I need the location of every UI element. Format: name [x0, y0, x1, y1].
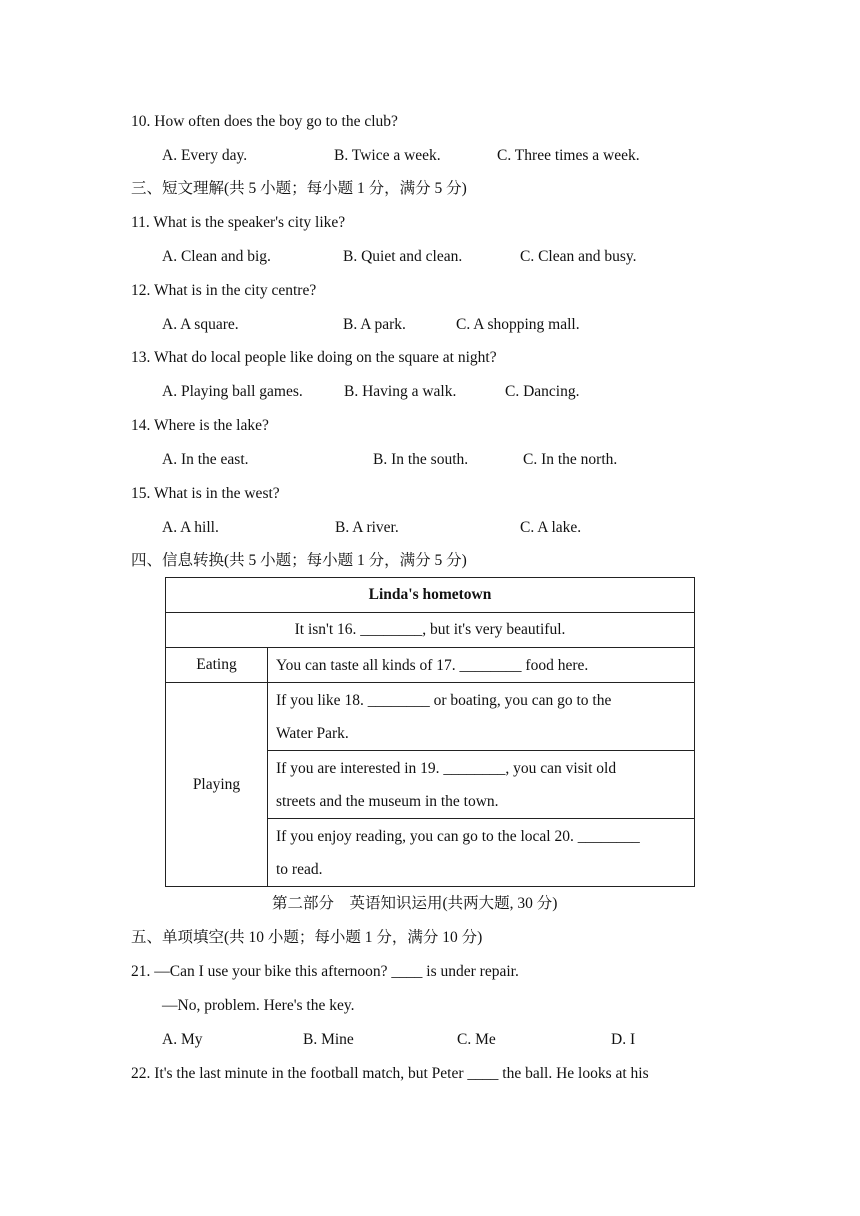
playing-row-20-line2: to read. — [276, 860, 323, 878]
eating-text: You can taste all kinds of 17. ________ food here. — [268, 648, 695, 683]
playing-row-20 — [268, 819, 695, 887]
q12-option-a: A. A square. — [162, 316, 239, 333]
part-2-heading: 第二部分 英语知识运用(共两大题, 30 分) — [272, 895, 558, 912]
q13-option-b: B. Having a walk. — [344, 383, 457, 400]
playing-label: Playing — [166, 683, 268, 887]
playing-row-19 — [268, 751, 695, 819]
playing-row-20-line1: If you enjoy reading, you can go to the local 20. ________ — [276, 827, 640, 845]
question-22: 22. It's the last minute in the football match, but Peter ____ the ball. He looks at his — [131, 1065, 649, 1082]
question-14: 14. Where is the lake? — [131, 417, 269, 434]
q21-answer-line: —No, problem. Here's the key. — [162, 997, 355, 1014]
q10-option-a: A. Every day. — [162, 147, 248, 164]
section-3-heading: 三、短文理解(共 5 小题；每小题 1 分，满分 5 分) — [131, 180, 467, 197]
table-title: Linda's hometown — [166, 578, 695, 613]
question-10: 10. How often does the boy go to the club? — [131, 113, 398, 130]
q21-option-a: A. My — [162, 1031, 203, 1048]
q10-option-b: B. Twice a week. — [334, 147, 441, 164]
playing-row-18-line2: Water Park. — [276, 724, 349, 742]
q11-option-a: A. Clean and big. — [162, 248, 271, 265]
q11-option-b: B. Quiet and clean. — [343, 248, 463, 265]
section-5-heading: 五、单项填空(共 10 小题；每小题 1 分，满分 10 分) — [131, 929, 483, 946]
playing-row-18 — [268, 683, 695, 751]
q13-option-c: C. Dancing. — [505, 383, 580, 400]
question-11: 11. What is the speaker's city like? — [131, 214, 346, 231]
eating-label: Eating — [166, 648, 268, 683]
q14-option-a: A. In the east. — [162, 451, 249, 468]
question-12: 12. What is in the city centre? — [131, 282, 317, 299]
info-table — [165, 577, 695, 887]
question-21: 21. —Can I use your bike this afternoon? ____ is under repair. — [131, 963, 519, 980]
q21-option-c: C. Me — [457, 1031, 496, 1048]
q11-option-c: C. Clean and busy. — [520, 248, 637, 265]
q15-option-a: A. A hill. — [162, 519, 219, 536]
question-15: 15. What is in the west? — [131, 485, 280, 502]
q12-option-b: B. A park. — [343, 316, 406, 333]
q15-option-c: C. A lake. — [520, 519, 582, 536]
q13-option-a: A. Playing ball games. — [162, 383, 303, 400]
playing-row-19-line2: streets and the museum in the town. — [276, 792, 499, 810]
q21-option-b: B. Mine — [303, 1031, 354, 1048]
q15-option-b: B. A river. — [335, 519, 399, 536]
table-intro: It isn't 16. ________, but it's very beautiful. — [166, 613, 695, 648]
playing-row-19-line1: If you are interested in 19. ________, you can visit old — [276, 759, 617, 777]
question-13: 13. What do local people like doing on the square at night? — [131, 349, 497, 366]
q12-option-c: C. A shopping mall. — [456, 316, 580, 333]
section-4-heading: 四、信息转换(共 5 小题；每小题 1 分，满分 5 分) — [131, 552, 467, 569]
q10-option-c: C. Three times a week. — [497, 147, 640, 164]
q21-option-d: D. I — [611, 1031, 636, 1048]
playing-row-18-line1: If you like 18. ________ or boating, you can go to the — [276, 691, 612, 709]
q14-option-c: C. In the north. — [523, 451, 618, 468]
q14-option-b: B. In the south. — [373, 451, 469, 468]
